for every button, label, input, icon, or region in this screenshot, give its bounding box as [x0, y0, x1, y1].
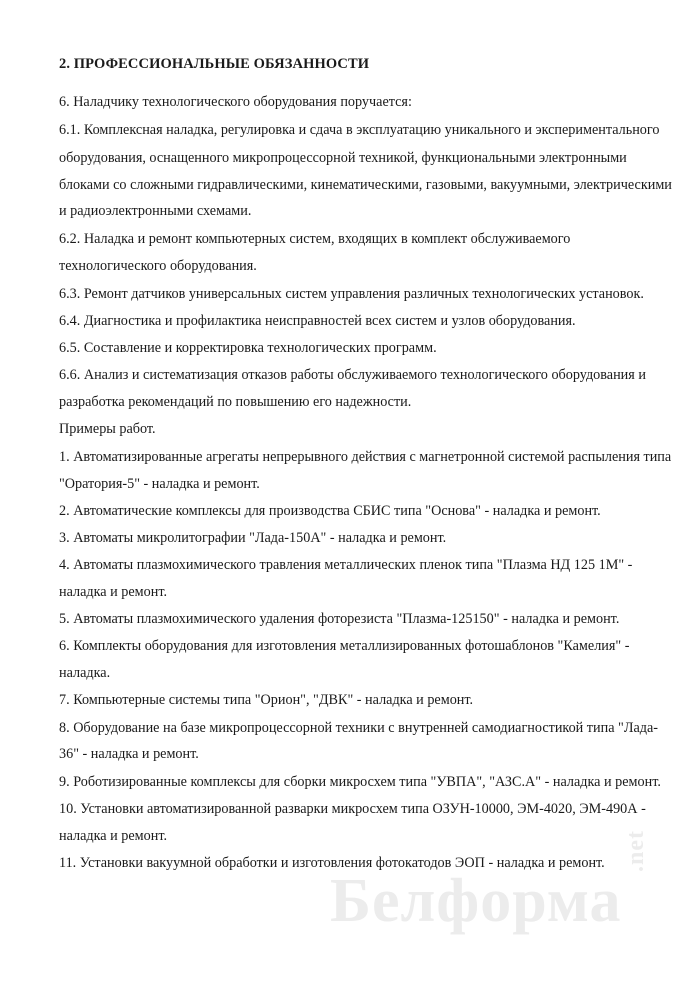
- text-line: 9. Роботизированные комплексы для сборки микросхем типа "УВПА", "АЗС.А" - наладка и ремонт.: [59, 774, 661, 790]
- text-line: технологического оборудования.: [59, 258, 257, 274]
- text-line: 11. Установки вакуумной обработки и изготовления фотокатодов ЭОП - наладка и ремонт.: [59, 855, 605, 871]
- text-line: 6.2. Наладка и ремонт компьютерных систем, входящих в комплект обслуживаемого: [59, 231, 571, 247]
- text-line: 5. Автоматы плазмохимического удаления фоторезиста "Плазма-125150" - наладка и ремонт.: [59, 611, 620, 627]
- text-line: 6. Комплекты оборудования для изготовления металлизированных фотошаблонов "Камелия" -: [59, 638, 630, 654]
- text-line: 1. Автоматизированные агрегаты непрерывного действия с магнетронной системой распыления типа: [59, 449, 672, 465]
- text-line: 7. Компьютерные системы типа "Орион", "ДВК" - наладка и ремонт.: [59, 692, 474, 708]
- text-line: 10. Установки автоматизированной разварки микросхем типа ОЗУН-10000, ЭМ-4020, ЭМ-490А -: [59, 801, 646, 817]
- text-line: блоками со сложными гидравлическими, кинематическими, газовыми, вакуумными, электрическими: [59, 177, 672, 193]
- text-line: 6.4. Диагностика и профилактика неисправностей всех систем и узлов оборудования.: [59, 313, 576, 329]
- text-line: наладка и ремонт.: [59, 584, 168, 600]
- text-line: и радиоэлектронными схемами.: [59, 203, 252, 219]
- text-line: наладка и ремонт.: [59, 828, 168, 844]
- text-line: 6. Наладчику технологического оборудования поручается:: [59, 94, 412, 110]
- text-line: оборудования, оснащенного микропроцессорной техникой, функциональными электронными: [59, 150, 627, 166]
- text-line: 6.5. Составление и корректировка технологических программ.: [59, 340, 437, 356]
- text-line: 4. Автоматы плазмохимического травления металлических пленок типа "Плазма НД 125 1М" -: [59, 557, 633, 573]
- text-line: 36" - наладка и ремонт.: [59, 746, 199, 762]
- text-line: 2. Автоматические комплексы для производства СБИС типа "Основа" - наладка и ремонт.: [59, 503, 601, 519]
- section-heading: 2. ПРОФЕССИОНАЛЬНЫЕ ОБЯЗАННОСТИ: [59, 56, 370, 72]
- text-line: 6.3. Ремонт датчиков универсальных систем управления различных технологических установок.: [59, 286, 644, 302]
- watermark-text: Белформа: [330, 867, 622, 935]
- text-line: Примеры работ.: [59, 421, 156, 437]
- text-line: наладка.: [59, 665, 111, 681]
- text-line: 6.6. Анализ и систематизация отказов работы обслуживаемого технологического оборудования и: [59, 367, 646, 383]
- text-line: "Оратория-5" - наладка и ремонт.: [59, 476, 260, 492]
- text-line: разработка рекомендаций по повышению его надежности.: [59, 394, 412, 410]
- text-line: 6.1. Комплексная наладка, регулировка и сдача в эксплуатацию уникального и экспериментального: [59, 122, 660, 138]
- watermark-suffix: .net: [623, 830, 649, 872]
- text-line: 8. Оборудование на базе микропроцессорной техники с внутренней самодиагностикой типа "Лада-: [59, 720, 658, 736]
- text-line: 3. Автоматы микролитографии "Лада-150А" - наладка и ремонт.: [59, 530, 447, 546]
